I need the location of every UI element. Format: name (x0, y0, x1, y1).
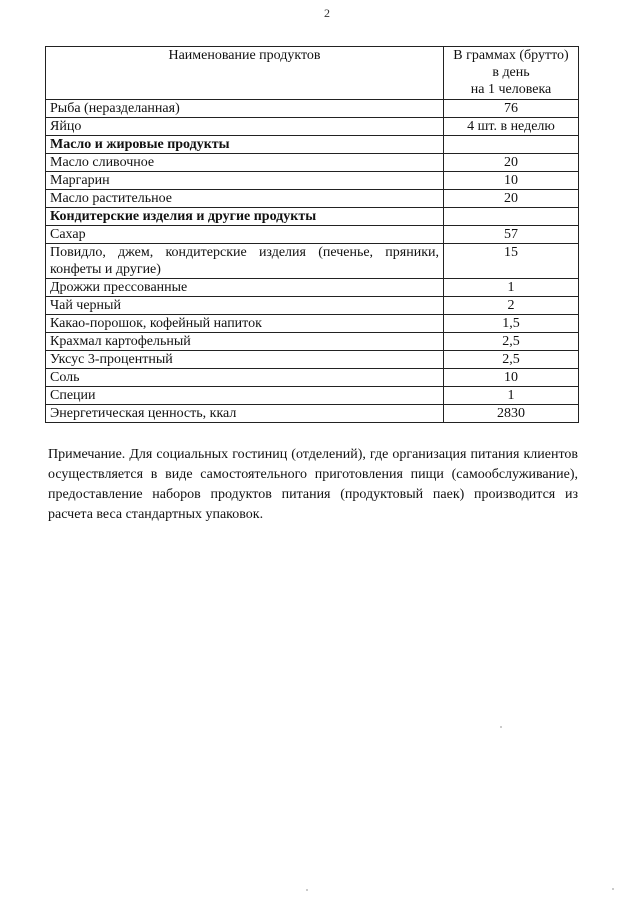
product-grams: 2,5 (444, 333, 579, 351)
product-name: Крахмал картофельный (46, 333, 444, 351)
product-grams: 2 (444, 297, 579, 315)
product-name: Уксус 3-процентный (46, 351, 444, 369)
header-grams-per-day (444, 47, 579, 100)
product-grams (444, 208, 579, 226)
product-name: Рыба (неразделанная) (46, 100, 444, 118)
product-grams: 76 (444, 100, 579, 118)
table-row (46, 369, 579, 387)
product-name: Повидло, джем, кондитерские изделия (печенье, пряники, конфеты и другие) (46, 244, 444, 279)
section-title: Кондитерские изделия и другие продукты (46, 208, 444, 226)
product-grams: 4 шт. в неделю (444, 118, 579, 136)
product-name: Соль (46, 369, 444, 387)
product-grams: 2,5 (444, 351, 579, 369)
product-grams: 15 (444, 244, 579, 279)
product-grams: 10 (444, 369, 579, 387)
product-name: Масло сливочное (46, 154, 444, 172)
product-name: Специи (46, 387, 444, 405)
table-row (46, 387, 579, 405)
table-row (46, 118, 579, 136)
product-grams: 20 (444, 190, 579, 208)
table-row (46, 190, 579, 208)
header-grams-line2: в день (492, 65, 530, 80)
product-name: Чай черный (46, 297, 444, 315)
table-section-row (46, 136, 579, 154)
header-grams-line3: на 1 человека (470, 82, 552, 97)
note-paragraph: Примечание. Для социальных гостиниц (отделений), где организация питания клиентов осуществляется в виде самостоятельного приготовления пищи (самообслуживание), предоставление наборов продуктов питания (продуктовый паек) производится из расчета веса стандартных упаковок. (48, 447, 578, 522)
table-body (46, 100, 579, 423)
table-row (46, 279, 579, 297)
product-name: Яйцо (46, 118, 444, 136)
table-row (46, 351, 579, 369)
table-row (46, 333, 579, 351)
product-grams: 10 (444, 172, 579, 190)
table-row (46, 315, 579, 333)
table-section-row (46, 208, 579, 226)
product-grams: 20 (444, 154, 579, 172)
header-grams-line1: В граммах (брутто) (453, 48, 569, 63)
product-name: Дрожжи прессованные (46, 279, 444, 297)
product-name: Масло растительное (46, 190, 444, 208)
table-row (46, 100, 579, 118)
product-grams: 2830 (444, 405, 579, 423)
product-grams: 1 (444, 279, 579, 297)
scan-speck (500, 726, 502, 728)
food-norms-table (45, 46, 579, 423)
header-product-name: Наименование продуктов (46, 47, 444, 100)
product-grams: 1 (444, 387, 579, 405)
scan-speck (306, 889, 308, 891)
section-title: Масло и жировые продукты (46, 136, 444, 154)
product-name: Энергетическая ценность, ккал (46, 405, 444, 423)
table-row (46, 297, 579, 315)
table-row (46, 154, 579, 172)
page-number: 2 (324, 6, 330, 20)
product-name: Сахар (46, 226, 444, 244)
product-grams (444, 136, 579, 154)
table-row (46, 405, 579, 423)
table-row (46, 226, 579, 244)
product-grams: 1,5 (444, 315, 579, 333)
product-name: Какао-порошок, кофейный напиток (46, 315, 444, 333)
scan-speck (612, 888, 614, 890)
table-row (46, 244, 579, 279)
table-row (46, 172, 579, 190)
product-name: Маргарин (46, 172, 444, 190)
table-header-row (46, 47, 579, 100)
product-grams: 57 (444, 226, 579, 244)
